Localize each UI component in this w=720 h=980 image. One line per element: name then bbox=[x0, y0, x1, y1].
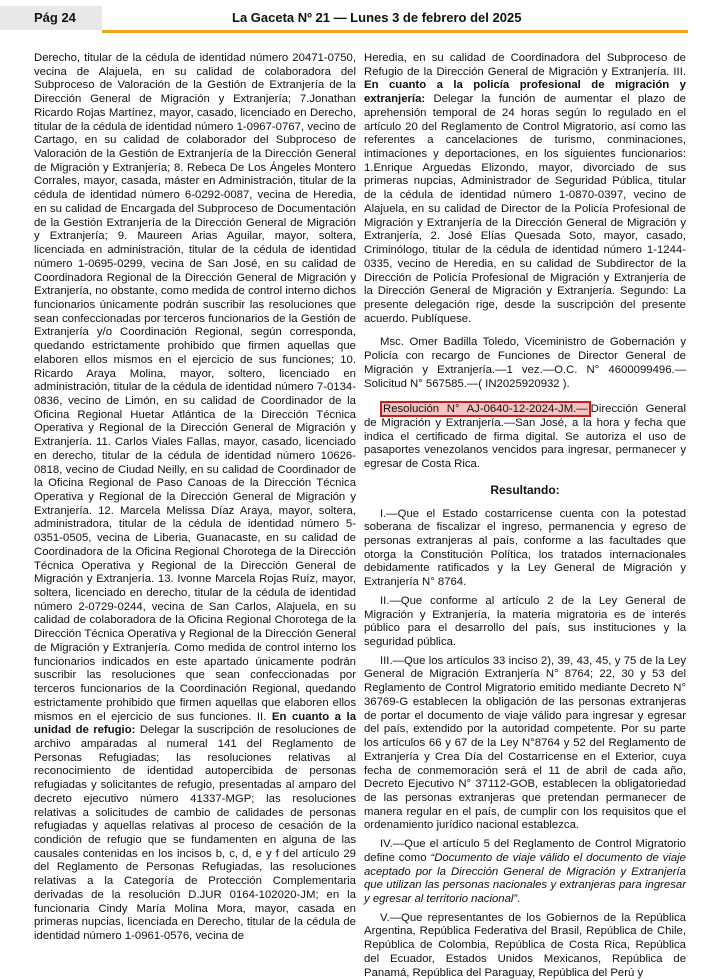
right-text: Heredia, en su calidad de Coordinadora del Subproceso de Refugio de la Dirección General de Migración y Extranjería. III. bbox=[364, 52, 686, 78]
resultando-heading: Resultando: bbox=[490, 482, 560, 497]
signature-block: Msc. Omer Badilla Toledo, Viceministro de Gobernación y Policía con recargo de Funciones de Director General de Migración y Extranjería.—1 vez.—O.C. N° 4600099496.—Solicitud N° 567585.—( IN2025920932 ). bbox=[364, 336, 686, 390]
clause-iv-text: IV.—Que el artículo 5 del Reglamento de Control Migratorio define como bbox=[364, 838, 686, 864]
resolution-number-highlight: Resolución N° AJ-0640-12-2024-JM.— bbox=[380, 401, 591, 417]
left-text: Derecho, titular de la cédula de identidad número 20471-0750, vecina de Alajuela, en su calidad de colaboradora del Subproceso de Valoración de la Gestión de Extranjería de la Dirección General de Migración y Extranjería; 7.Jonathan Ricardo Rojas Martínez, mayor, casado, licenciado en Derecho, titular de la cédula de identidad número 1-0967-0767, vecino de Cartago, en su calidad de colaborador del Subproceso de Valoración de la Gestión de Extranjería de la Dirección General de Migración y Extranjería; 8. Rebeca De Los Ángeles Montero Corrales, mayor, casada, máster en Administración, titular de la cédula de identidad número 6-0292-0087, vecina de Heredia, en su calidad de Encargada del Subproceso de Documentación de la Gestión Extranjería de la Dirección General de Migración y Extranjería; 9. Maureen Arias Aguilar, mayor, soltera, licenciada en administración, titular de la cédula de identidad número 1-0695-0299, vecina de San José, en su calidad de Coordinadora Regional de la Dirección General de Migración y Extranjería, no obstante, como medida de control interno dichos funcionarios únicamente podrán suscribir las resoluciones que sean confeccionadas por terceros funcionarios de la Gestión de Extranjería y/o Coordinación Regional, según corresponda, quedando estrictamente prohibido que firmen aquellas que elaboren ellos mismos en el ejercicio de sus funciones; 10. Ricardo Araya Molina, mayor, soltero, licenciado en administración, titular de la cédula de identidad número 7-0134-0836, vecino de Limón, en su calidad de Coordinador de la Oficina Regional Huetar Atlántica de la Dirección Técnica Operativa y Regional de la Dirección General de Migración y Extranjería. 11. Carlos Viales Fallas, mayor, casado, licenciado en derecho, titular de la cédula de identidad número 10626-0818, vecino de Ciudad Neilly, en su calidad de Coordinador de la Oficina Regional de Paso Canoas de la Dirección Técnica Operativa y Regional de la Dirección General de Migración y Extranjería. 12. Marcela Melissa Díaz Araya, mayor, soltera, administradora, titular de la cédula de identidad número 5-0351-0505, vecina de Liberia, Guanacaste, en su calidad de Coordinadora de la Oficina Regional Chorotega de la Dirección Técnica Operativa y Regional de la Dirección General de Migración y Extranjería. 13. Ivonne Marcela Rojas Ruíz, mayor, soltera, licenciado en derecho, titular de la cédula de identidad número 2-0729-0244, vecina de San Carlos, Alajuela, en su calidad de colaboradora de la Oficina Regional Chorotega de la Dirección Técnica Operativa y Regional de la Dirección General de Migración y Extranjería. Como medida de control interno los funcionarios indicados en este apartado únicamente podrán suscribir las resoluciones que sean confeccionadas por terceros funcionarios de la Coordinación Regional, quedando estrictamente prohibido que firmen aquellas que elaboren ellos mismos en el ejercicio de sus funciones. II. bbox=[34, 52, 356, 723]
resolution-paragraph bbox=[364, 403, 686, 472]
right-paragraph bbox=[364, 52, 686, 326]
refugio-heading: En cuanto a la unidad de refugio: bbox=[34, 710, 356, 737]
page-number: Pág 24 bbox=[0, 6, 102, 30]
clause-iii: III.—Que los artículos 33 inciso 2), 39, 43, 45, y 75 de la Ley General de Migración Extranjería N° 8764; 22, 30 y 53 del Reglamento de Control Migratorio emitido mediante Decreto N° 36769-G establecen la obligación de las personas extranjeras de portar el documento de viaje válido para ingresar y egresar del país, extendido por la autoridad competente. Por su parte los artículos 66 y 67 de la Ley N°8764 y 52 del Reglamento de Extranjería y Crea Día del Costarricense en el Exterior, cuya fecha de conmemoración será el 11 de abril de cada año, Decreto Ejecutivo N° 37112-GOB, establecen la obligatoriedad de las personas extranjeras que pretendan permanecer de manera regular en el país, de cumplir con los requisitos que el ordenamiento jurídico nacional establezca. bbox=[364, 654, 686, 832]
header-rule bbox=[102, 30, 688, 33]
policia-heading: En cuanto a la policía profesional de migración y extranjería: bbox=[364, 79, 686, 106]
clause-v: V.—Que representantes de los Gobiernos de la República Argentina, República Federativa del Brasil, República de Chile, República de Colombia, República de Costa Rica, República del Ecuador, Estados Unidos Mexicanos, República de Panamá, República del Paraguay, República del Perú y bbox=[364, 911, 686, 979]
left-text-rest: Delegar la suscripción de resoluciones de archivo amparadas al numeral 141 del Reglamento de Personas Refugiadas; las resoluciones relativas al reconocimiento de identidad autopercibida de personas refugiadas y solicitantes de refugio, presentadas al amparo del decreto ejecutivo número 41337-MGP; las resoluciones relativas a solicitudes de cambio de calidades de personas refugiadas y aquellas relativas al proceso de cesación de la condición de refugio que se fundamenten en alguna de las causales contenidas en los incisos b, c, d, e y f del artículo 29 del Reglamento de Personas Refugiadas, las resoluciones relativas a la Categoría de Protección Complementaria derivadas de la resolución D.JUR 0164-102020-JM; en la funcionaria Cindy María Molina Mora, mayor, casada en primeras nupcias, licenciada en Derecho, titular de la cédula de identidad número 1-0961-0576, vecina de bbox=[34, 724, 357, 942]
clause-ii: II.—Que conforme al artículo 2 de la Ley General de Migración y Extranjería, la materia migratoria es de interés público para el desarrollo del país, sus instituciones y la seguridad pública. bbox=[364, 594, 686, 649]
resolution-text: Dirección General de Migración y Extranjería.—San José, a la hora y fecha que indica el certificado de firma digital. Se autoriza el uso de pasaportes venezolanos vencidos para ingresar, permanecer y egresar de Costa Rica. bbox=[364, 403, 686, 471]
page-header bbox=[0, 0, 720, 34]
clause-iv bbox=[364, 838, 686, 907]
clause-i: I.—Que el Estado costarricense cuenta con la potestad soberana de fiscalizar el ingreso, permanencia y egreso de personas extranjeras al país, conforme a las facultades que otorga la Constitución Política, los tratados internacionales debidamente ratificados y la Ley General de Migración y Extranjería N° 8764. bbox=[364, 507, 686, 589]
gazette-title: La Gaceta Nº 21 — Lunes 3 de febrero del 2025 bbox=[232, 10, 522, 25]
right-text-rest: Delegar la función de aumentar el plazo de aprehensión temporal de 24 horas según lo regulado en el artículo 20 del Reglamento de Control Migratorio, así como las referentes a cancelaciones de turismo, conminaciones, intimaciones y deportaciones, en los siguientes funcionarios: 1.Enrique Arguedas Elizondo, mayor, divorciado de sus primeras nupcias, Administrador de Seguridad Pública, titular de la cédula de identidad número 1-0870-0397, vecino de Alajuela, en su calidad de Director de la Policía Profesional de Migración y Extranjería de la Dirección General de Migración y Extranjería, 2. José Elías Quesada Soto, mayor, casado, Criminólogo, titular de la cédula de identidad número 1-1244-0335, vecino de Heredia, en su calidad de Subdirector de la Dirección de Policía Profesional de Migración y Extranjería de la Dirección General de Migración y Extranjería. Segundo: La presente delegación rige, desde la suscripción del presente acuerdo. Publíquese. bbox=[364, 93, 686, 325]
left-paragraph bbox=[34, 52, 356, 944]
left-column bbox=[34, 52, 356, 944]
clause-iv-quote: “Documento de viaje válido el documento de viaje aceptado por la Dirección General de Migración y Extranjería que utilizan las personas nacionales y extranjeras para ingresar y egresar al territorio nacional”. bbox=[364, 851, 686, 905]
right-column bbox=[364, 52, 686, 980]
